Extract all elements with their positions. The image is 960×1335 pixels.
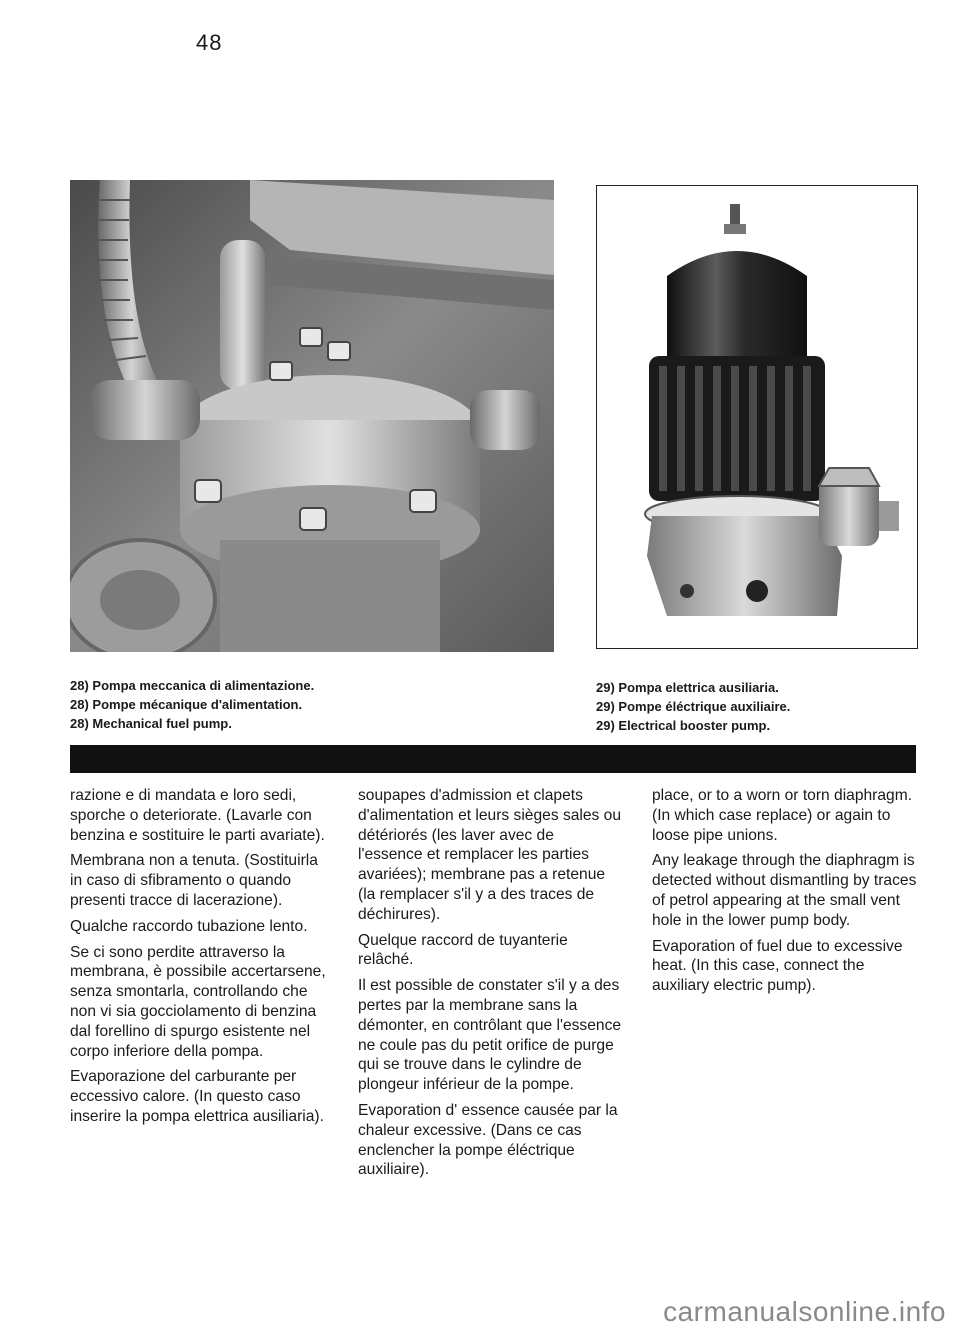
italian-text-column (70, 786, 332, 1133)
electrical-booster-pump-photo (596, 185, 918, 649)
english-text-column (652, 786, 918, 1002)
figure-29-caption (596, 678, 790, 735)
paragraph: razione e di mandata e loro sedi, sporche o deteriorate. (Lavarle con benzina e sostituire le parti avariate). (70, 787, 325, 844)
black-divider-band (70, 745, 916, 773)
paragraph: Il est possible de constater s'il y a des pertes par la membrane sans la démonter, en contrôlant que l'essence ne coule pas du petit orifice de purge qui se trouve dans le cylindre de plongeur inférieur de la pompe. (358, 977, 622, 1094)
mechanical-fuel-pump-photo (70, 180, 554, 652)
caption-line-english: 28) Mechanical fuel pump. (70, 716, 232, 731)
caption-line-italian: 28) Pompa meccanica di alimentazione. (70, 678, 315, 693)
paragraph: Evaporazione del carburante per eccessivo calore. (In questo caso inserire la pompa elettrica ausiliaria). (70, 1068, 324, 1125)
french-text-column (358, 786, 622, 1186)
caption-line-italian: 29) Pompa elettrica ausiliaria. (596, 680, 779, 695)
paragraph: Qualche raccordo tubazione lento. (70, 917, 308, 935)
figure-28-caption (70, 676, 314, 733)
paragraph: Se ci sono perdite attraverso la membrana, è possibile accertarsene, senza smontarla, controllando che non vi sia gocciolamento di benzina dal forellino di spurgo esistente nel corpo inferiore della pompa. (70, 943, 326, 1060)
paragraph: Membrana non a tenuta. (Sostituirla in caso di sfibramento o quando presenti tracce di lacerazione). (70, 852, 318, 909)
paragraph: Any leakage through the diaphragm is detected without dismantling by traces of petrol appearing at the small vent hole in the lower pump body. (652, 852, 917, 929)
paragraph: soupapes d'admission et clapets d'alimentation et leurs sièges sales ou détériorés (les laver avec de l'essence et remplacer les parties avariées); membrane pas a retenue (la remplacer s'il y a des traces de déchirures). (358, 787, 622, 923)
paragraph: Quelque raccord de tuyanterie relâché. (358, 931, 568, 969)
mechanical-fuel-pump-illustration (70, 180, 554, 652)
caption-line-french: 28) Pompe mécanique d'alimentation. (70, 697, 303, 712)
caption-line-english: 29) Electrical booster pump. (596, 718, 771, 733)
paragraph: place, or to a worn or torn diaphragm. (In which case replace) or again to loose pipe unions. (652, 787, 913, 844)
paragraph: Evaporation d' essence causée par la chaleur excessive. (Dans ce cas enclencher la pompe éléctrique auxiliaire). (358, 1101, 618, 1179)
watermark: carmanualsonline.info (663, 1296, 946, 1327)
page-number: 48 (196, 30, 223, 55)
electrical-booster-pump-illustration (597, 186, 917, 648)
paragraph: Evaporation of fuel due to excessive heat. (In this case, connect the auxiliary electric pump). (652, 937, 903, 995)
caption-line-french: 29) Pompe éléctrique auxiliaire. (596, 699, 791, 714)
